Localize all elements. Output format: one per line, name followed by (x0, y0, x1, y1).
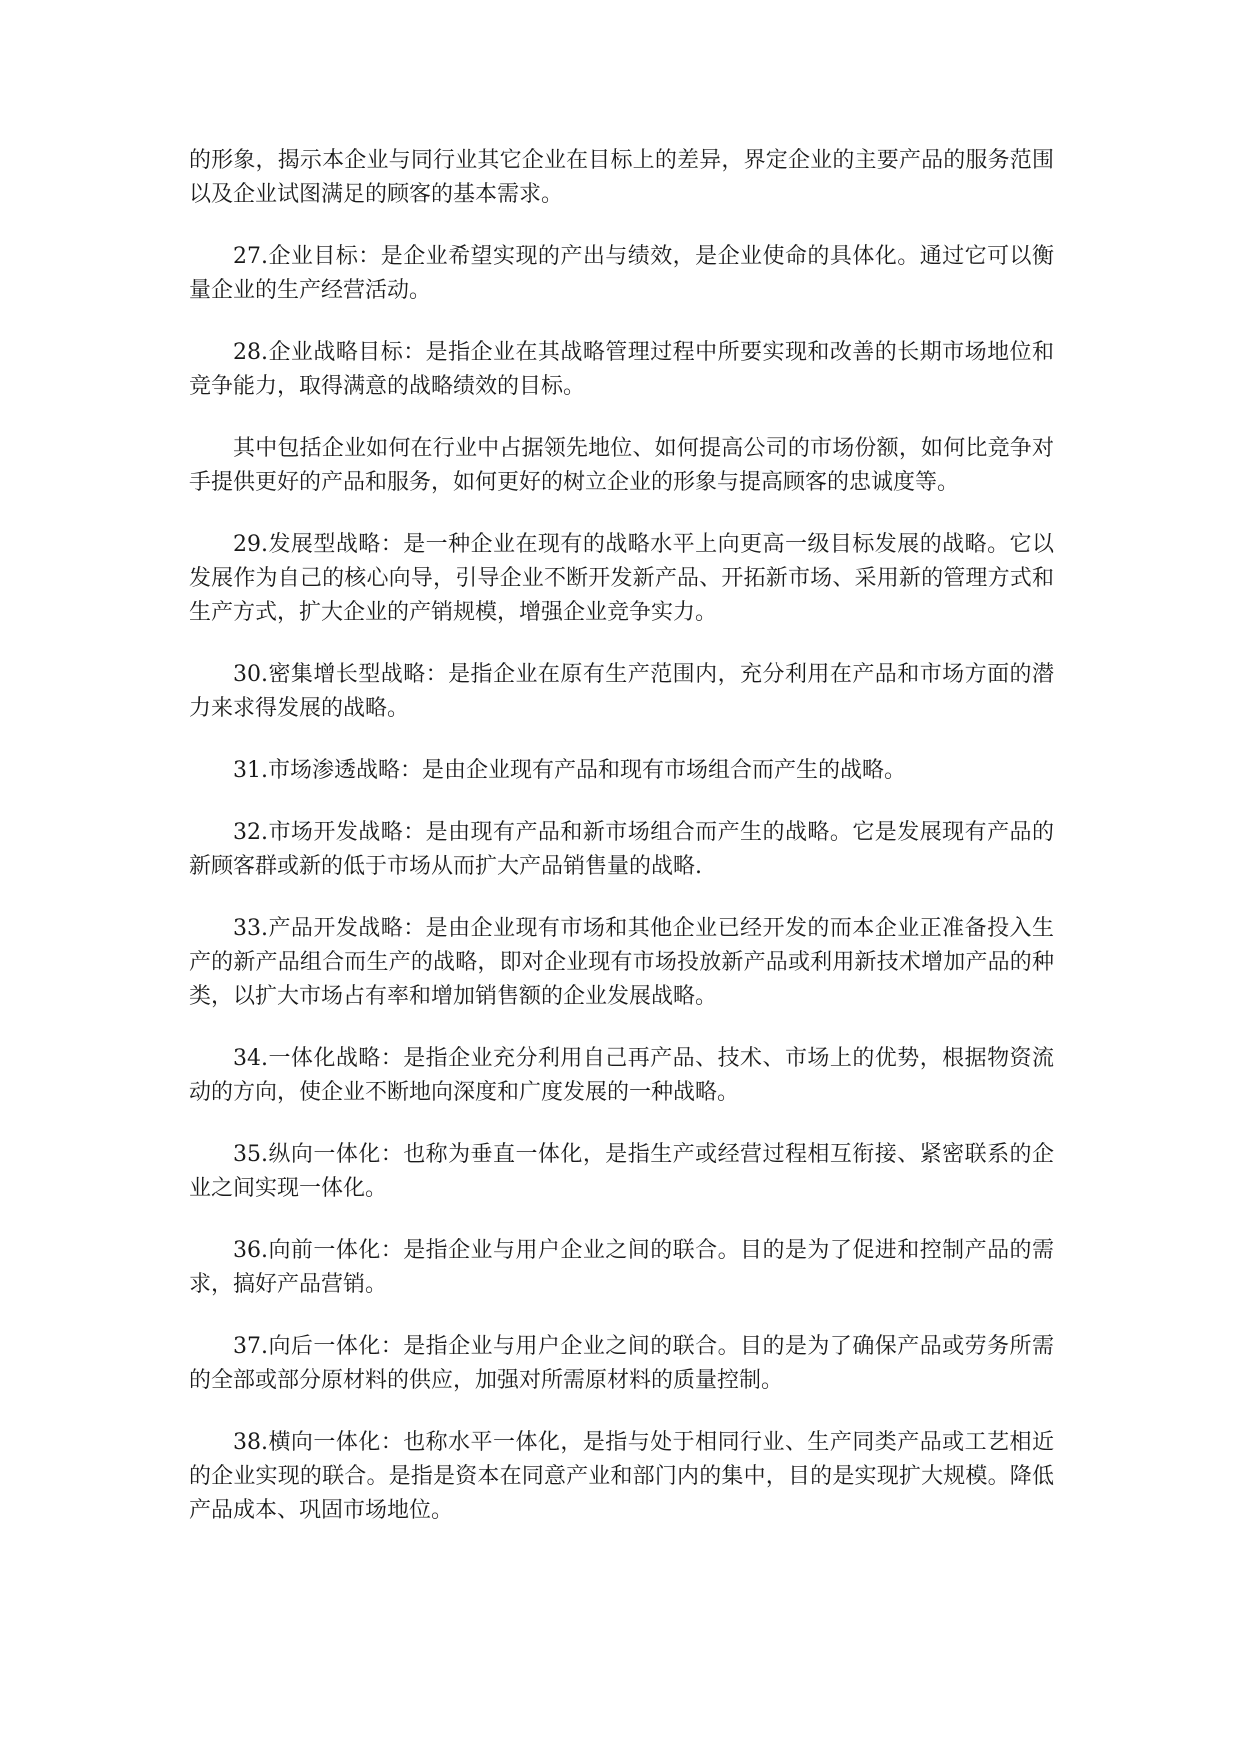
paragraph-37-backward-integration: 37.向后一体化：是指企业与用户企业之间的联合。目的是为了确保产品或劳务所需的全部或部分原材料的供应，加强对所需原材料的质量控制。 (189, 1334, 1054, 1393)
paragraph-continuation: 的形象，揭示本企业与同行业其它企业在目标上的差异，界定企业的主要产品的服务范围以及企业试图满足的顾客的基本需求。 (189, 148, 1054, 207)
paragraph-38-horizontal-integration: 38.横向一体化：也称水平一体化，是指与处于相同行业、生产同类产品或工艺相近的企业实现的联合。是指是资本在同意产业和部门内的集中，目的是实现扩大规模。降低产品成本、巩固市场地位。 (189, 1430, 1054, 1523)
paragraph-35-vertical-integration: 35.纵向一体化：也称为垂直一体化，是指生产或经营过程相互衔接、紧密联系的企业之间实现一体化。 (189, 1142, 1054, 1201)
document-body (189, 144, 1054, 1556)
paragraph-34-integration-strategy: 34.一体化战略：是指企业充分利用自己再产品、技术、市场上的优势，根据物资流动的方向，使企业不断地向深度和广度发展的一种战略。 (189, 1046, 1054, 1105)
paragraph-27-enterprise-goal: 27.企业目标：是企业希望实现的产出与绩效，是企业使命的具体化。通过它可以衡量企业的生产经营活动。 (189, 244, 1054, 303)
paragraph-36-forward-integration: 36.向前一体化：是指企业与用户企业之间的联合。目的是为了促进和控制产品的需求，搞好产品营销。 (189, 1238, 1054, 1297)
paragraph-32-market-development: 32.市场开发战略：是由现有产品和新市场组合而产生的战略。它是发展现有产品的新顾客群或新的低于市场从而扩大产品销售量的战略. (189, 820, 1054, 879)
paragraph-30-intensive-growth: 30.密集增长型战略：是指企业在原有生产范围内，充分利用在产品和市场方面的潜力来求得发展的战略。 (189, 662, 1054, 721)
paragraph-33-product-development: 33.产品开发战略：是由企业现有市场和其他企业已经开发的而本企业正准备投入生产的新产品组合而生产的战略，即对企业现有市场投放新产品或利用新技术增加产品的种类，以扩大市场占有率和增加销售额的企业发展战略。 (189, 916, 1054, 1009)
paragraph-strategic-goal-details: 其中包括企业如何在行业中占据领先地位、如何提高公司的市场份额，如何比竞争对手提供更好的产品和服务，如何更好的树立企业的形象与提高顾客的忠诚度等。 (189, 436, 1054, 495)
paragraph-29-development-strategy: 29.发展型战略：是一种企业在现有的战略水平上向更高一级目标发展的战略。它以发展作为自己的核心向导，引导企业不断开发新产品、开拓新市场、采用新的管理方式和生产方式，扩大企业的产销规模，增强企业竞争实力。 (189, 532, 1054, 625)
paragraph-31-market-penetration: 31.市场渗透战略：是由企业现有产品和现有市场组合而产生的战略。 (233, 758, 906, 783)
paragraph-28-strategic-goal: 28.企业战略目标：是指企业在其战略管理过程中所要实现和改善的长期市场地位和竞争能力，取得满意的战略绩效的目标。 (189, 340, 1054, 399)
